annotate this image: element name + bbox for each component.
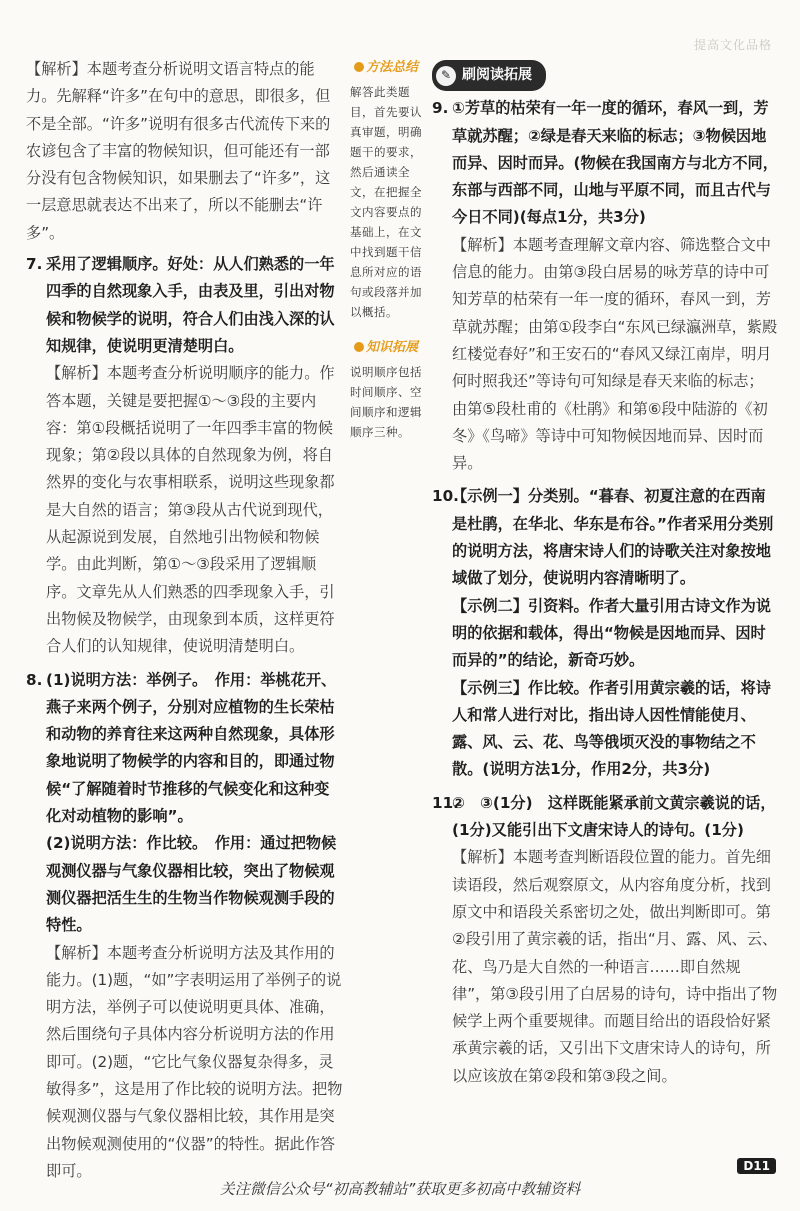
q7-number: 7. (26, 255, 43, 274)
tips-sidebar (348, 56, 424, 442)
question-8 (26, 667, 344, 1186)
q9-answer: ①芳草的枯荣有一年一度的循环，春风一到，芳草就苏醒；②绿是春天来临的标志；③物候因地而异、因时而异。(物候在我国南方与北方不同，东部与西部不同，山地与平原不同，而且古代与今日不同)(每点1分，共3分) (452, 99, 778, 227)
q9-explanation: 【解析】本题考查理解文章内容、筛选整合文中信息的能力。由第③段白居易的咏芳草的诗中可知芳草的枯荣有一年一度的循环，春风一到，芳草就苏醒；由第①段李白“东风已绿瀛洲草，紫殿红楼觉春好”和王安石的“春风又绿江南岸，明月何时照我还”等诗句可知绿是春天来临的标志；由第⑤段杜甫的《杜鹃》和第⑥段中陆游的《初冬》《鸟啼》等诗中可知物候因地而异、因时而异。 (452, 235, 778, 473)
question-11 (432, 790, 778, 1090)
q11-explanation: 【解析】本题考查判断语段位置的能力。首先细读语段，然后观察原文，从内容角度分析，找到原文中和语段关系密切之处，做出判断即可。第②段引用了黄宗羲的话，指出“月、露、风、云、花、鸟乃是大自然的一种语言……即自然规律”，第③段引用了白居易的诗句，诗中指出了物候学上两个重要规律。而题目给出的语段恰好紧承黄宗羲的话，又引出下文唐宋诗人的诗句，所以应该放在第②段和第③段之间。 (452, 848, 778, 1085)
q8-number: 8. (26, 670, 43, 689)
book-icon: ✎ (436, 66, 456, 86)
corner-tag: 提高文化品格 (693, 38, 772, 52)
footer-note: 关注微信公众号“初高教辅站”获取更多初高中教辅资料 (219, 1180, 581, 1198)
pencil-icon (354, 342, 364, 352)
tip-knowledge-title-text: 知识拓展 (365, 340, 418, 355)
q8-explanation: 【解析】本题考查分析说明方法及其作用的能力。(1)题，“如”字表明运用了举例子的说明方法，举例子可以使说明更具体、准确，然后围绕句子具体内容分析说明方法的作用即可。(2)题，“它比气象仪器复杂得多，灵敏得多”，这是用了作比较的说明方法。把物候观测仪器与气象仪器相比较，其作用是突出物候观测使用的“仪器”的特性。据此作答即可。 (46, 943, 343, 1180)
q7-explanation: 【解析】本题考查分析说明顺序的能力。作答本题，关键是要把握①～③段的主要内容：第①段概括说明了一年四季丰富的物候现象；第②段以具体的自然现象为例，将自然界的变化与农事相联系，说明这些现象都是大自然的语言；第③段从古代说到现代，从起源说到发展，自然地引出物候和物候学。由此判断，第①～③段采用了逻辑顺序。文章先从人们熟悉的四季现象入手，引出物候及物候学，由现象到本质，这样更符合人们的认知规律，使说明清楚明白。 (46, 364, 335, 656)
section-banner (432, 60, 546, 91)
section-banner-label: 刷阅读拓展 (462, 67, 532, 83)
tip-knowledge-title (348, 338, 424, 358)
q10-example-3: 【示例三】作比较。作者引用黄宗羲的话，将诗人和常人进行对比，指出诗人因性情能使月、露、风、云、花、鸟等俄顷灭没的事物结之不散。(说明方法1分，作用2分，共3分) (452, 678, 771, 779)
question-10 (432, 483, 778, 783)
q7-answer: 采用了逻辑顺序。好处：从人们熟悉的一年四季的自然现象入手，由表及里，引出对物候和物候学的说明，符合人们由浅入深的认知规律，使说明更清楚明白。 (46, 255, 335, 355)
left-column (26, 56, 344, 1191)
tip-knowledge-body: 说明顺序包括时间顺序、空间顺序和逻辑顺序三种。 (350, 365, 422, 439)
pencil-icon (354, 62, 364, 72)
q10-example-2: 【示例二】引资料。作者大量引用古诗文作为说明的依据和载体，得出“物候是因地而异、因时而异的”的结论，新奇巧妙。 (452, 596, 771, 670)
q10-number: 10. (432, 487, 459, 506)
question-7 (26, 251, 344, 660)
q8-answer-2: (2)说明方法：作比较。 作用：通过把物候观测仪器与气象仪器相比较，突出了物候观测仪器把活生生的生物当作物候观测手段的特性。 (46, 834, 337, 935)
q11-answer: ② ③(1分) 这样既能紧承前文黄宗羲说的话，(1分)又能引出下文唐宋诗人的诗句。(1分) (452, 793, 776, 840)
tip-method-body: 解答此类题目，首先要认真审题，明确题干的要求，然后通读全文，在把握全文内容要点的基础上，在文中找到题干信息所对应的语句或段落并加以概括。 (350, 85, 422, 319)
q8-answer-1: (1)说明方法：举例子。 作用：举桃花开、燕子来两个例子，分别对应植物的生长荣枯和动物的养育往来这两种自然现象，具体形象地说明了物候学的内容和目的，即通过物候“了解随着时节推移的气候变化和这种变化对动植物的影响”。 (46, 670, 337, 826)
question-9 (432, 95, 778, 477)
q9-number: 9. (432, 99, 449, 118)
right-column (432, 60, 778, 1096)
page-number: D11 (737, 1158, 776, 1174)
tip-method-title (348, 58, 424, 78)
q6-explanation: 【解析】本题考查分析说明文语言特点的能力。先解释“许多”在句中的意思，即很多，但不是全部。“许多”说明有很多古代流传下来的农谚包含了丰富的物候知识，但可能还有一部分没有包含物候知识，如果删去了“许多”，这一层意思就表达不出来了，所以不能删去“许多”。 (26, 60, 331, 242)
tip-method-title-text: 方法总结 (365, 60, 418, 75)
q10-example-1: 【示例一】分类别。“暮春、初夏注意的在西南是杜鹃，在华北、华东是布谷。”作者采用分类别的说明方法，将唐宋诗人们的诗歌关注对象按地域做了划分，使说明内容清晰明了。 (452, 487, 774, 588)
q11-number: 11. (432, 793, 459, 812)
